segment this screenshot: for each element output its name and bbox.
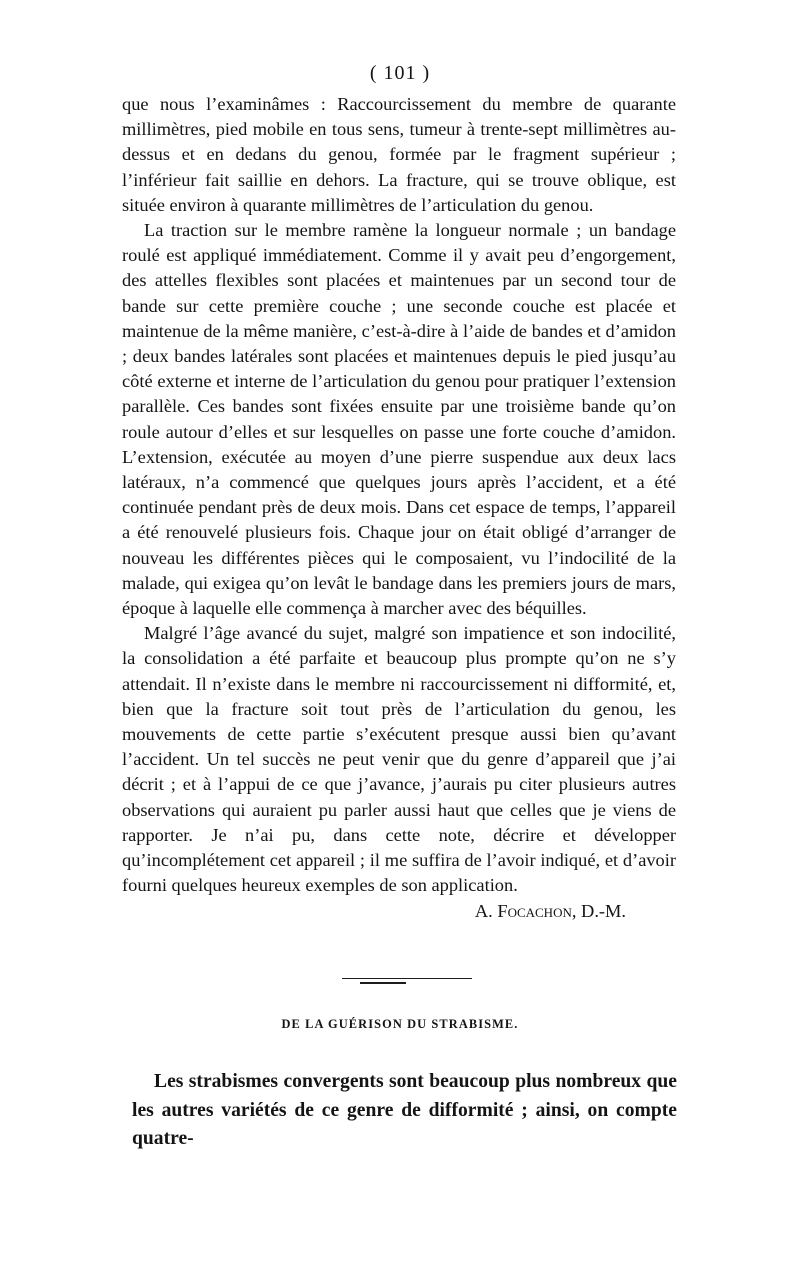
section-divider-rule <box>342 978 472 979</box>
section-heading: DE LA GUÉRISON DU STRABISME. <box>281 1017 519 1031</box>
section-paragraph: Les strabismes convergents sont beaucoup plus nombreux que les autres variétés de ce genre de difformité ; ainsi, on compte quatre- <box>132 1071 677 1149</box>
author-signature: A. Focachon, D.-M. <box>474 900 626 921</box>
page-number: ( 101 ) <box>369 62 431 84</box>
paragraph-continuation: que nous l’examinâmes : Raccourcissement du membre de quarante millimètres, pied mobile en tous sens, tumeur à trente-sept millimètres au-dessus et en dedans du genou, formée par le fragment supérieur ; l’inférieur fait saillie en dehors. La fracture, qui se trouve oblique, est située environ à quarante millimètres de l’articulation du genou. <box>122 94 676 215</box>
section-divider-rule-accent <box>360 982 406 984</box>
paragraph-treatment: La traction sur le membre ramène la longueur normale ; un bandage roulé est appliqué immédiatement. Comme il y avait peu d’engorgement, des attelles flexibles sont placées et maintenues par un second tour de bande sur cette première couche ; une seconde couche est placée et maintenue de la même manière, c’est-à-dire à l’aide de bandes et d’amidon ; deux bandes latérales sont placées et maintenues depuis le pied jusqu’au côté externe et interne de l’articulation du genou pour pratiquer l’extension parallèle. Ces bandes sont fixées ensuite par une troisième bande qu’on roule autour d’elles et sur lesquelles on passe une forte couche d’amidon. L’extension, exécutée au moyen d’une pierre suspendue aux deux lacs latéraux, n’a commencé que quelques jours après l’accident, et a été continuée pendant près de deux mois. Dans cet espace de temps, l’appareil a été renouvelé plusieurs fois. Chaque jour on était obligé d’arranger de nouveau les différentes pièces qui le composaient, vu l’indocilité de la malade, qui exigea qu’on levât le bandage dans les premiers jours de mars, époque à laquelle elle commença à marcher avec des béquilles. <box>122 220 676 619</box>
section-text-block <box>132 1068 677 1154</box>
main-text-block <box>122 92 676 924</box>
paragraph-outcome: Malgré l’âge avancé du sujet, malgré son impatience et son indocilité, la consolidation a été parfaite et beaucoup plus prompte qu’on ne s’y attendait. Il n’existe dans le membre ni raccourcissement ni difformité, et, bien que la fracture soit tout près de l’articulation du genou, les mouvements de cette partie s’exécutent presque aussi bien qu’avant l’accident. Un tel succès ne peut venir que du genre d’appareil que j’ai décrit ; et à l’appui de ce que j’avance, j’aurais pu citer plusieurs autres observations qui auraient pu parler aussi haut que celles que je viens de rapporter. Je n’ai pu, dans cette note, décrire et développer qu’incomplétement cet appareil ; il me suffira de l’avoir indiqué, et d’avoir fourni quelques heureux exemples de son application. <box>122 623 676 896</box>
